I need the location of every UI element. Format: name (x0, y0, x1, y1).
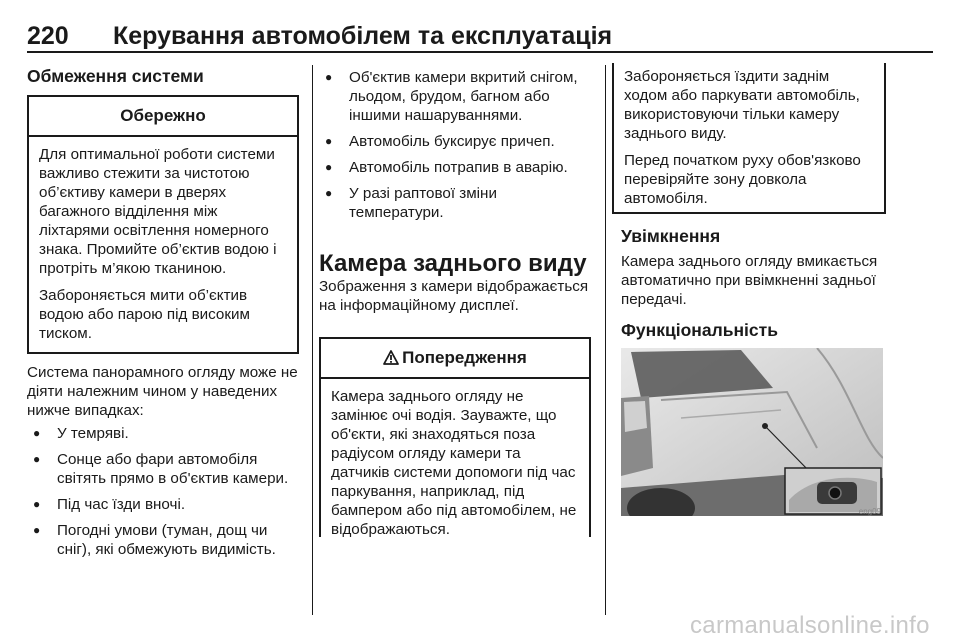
note-body (614, 63, 884, 208)
section-title-function: Функціональність (621, 320, 778, 340)
watermark: carmanualsonline.info (690, 612, 930, 639)
list-item: ● Під час їзди вночі. (27, 495, 305, 514)
warning-box (319, 337, 591, 537)
section-title-limitations: Обмеження системи (27, 66, 204, 86)
note-paragraph: Перед початком руху обов'язково перевіряйте зону довкола автомобіля. (624, 152, 861, 207)
list-item: ● У разі раптової зміни температури. (319, 184, 595, 222)
list-item: ● Сонце або фари автомобіля світять прямо в об'єктив камери. (27, 450, 305, 488)
caution-body (29, 137, 297, 343)
warning-header (321, 339, 589, 379)
list-item: ● Автомобіль потрапив в аварію. (319, 158, 595, 177)
running-title: Керування автомобілем та експлуатація (113, 22, 613, 50)
column-divider-2 (605, 65, 606, 615)
warning-triangle-icon (383, 341, 399, 379)
caution-paragraph: Забороняється мити об’єктив водою або парою під високим тиском. (39, 287, 250, 342)
section-title-switch-on: Увімкнення (621, 226, 721, 246)
page-number: 220 (27, 22, 69, 50)
switch-on-text: Камера заднього огляду вмикається автоматично при ввімкненні задньої передачі. (621, 253, 878, 308)
caution-paragraph: Для оптимальної роботи системи важливо стежити за чистотою об’єктиву камери в дверях багажного відділення між ліхтарями освітлення номерного знака. Промийте об’єктив водою і протріть м’якою тканиною. (39, 146, 277, 277)
limitations-list (27, 424, 305, 566)
list-item: ● Об'єктив камери вкритий снігом, льодом, брудом, багном або іншими нашаруваннями. (319, 68, 595, 125)
caution-box (27, 95, 299, 354)
note-paragraph: Забороняється їздити заднім ходом або паркувати автомобіль, використовуючи тільки камеру заднього виду. (624, 68, 860, 142)
rear-camera-intro: Зображення з камери відображається на інформаційному дисплеї. (319, 278, 589, 314)
rear-camera-illustration (621, 348, 883, 516)
limitations-list-continued (319, 68, 595, 229)
figure-code: eng09 (858, 507, 881, 516)
heading-rear-camera: Камера заднього виду (319, 250, 587, 277)
note-box (612, 63, 886, 214)
caution-title: Обережно (29, 97, 297, 137)
list-item: ● У темряві. (27, 424, 305, 443)
warning-title: Попередження (402, 348, 527, 367)
limitations-intro: Система панорамного огляду може не діяти належним чином у наведених нижче випадках: (27, 364, 298, 419)
list-item: ● Погодні умови (туман, дощ чи сніг), які обмежують видимість. (27, 521, 305, 559)
list-item: ● Автомобіль буксирує причеп. (319, 132, 595, 151)
header-rule (27, 51, 933, 53)
warning-text: Камера заднього огляду не замінює очі водія. Зауважте, що об'єкти, які знаходяться поза радіусом огляду камери та датчиків системи допомоги під час паркування, наприклад, під бампером або під автомобілем, не відображаються. (331, 388, 577, 538)
column-divider-1 (312, 65, 313, 615)
